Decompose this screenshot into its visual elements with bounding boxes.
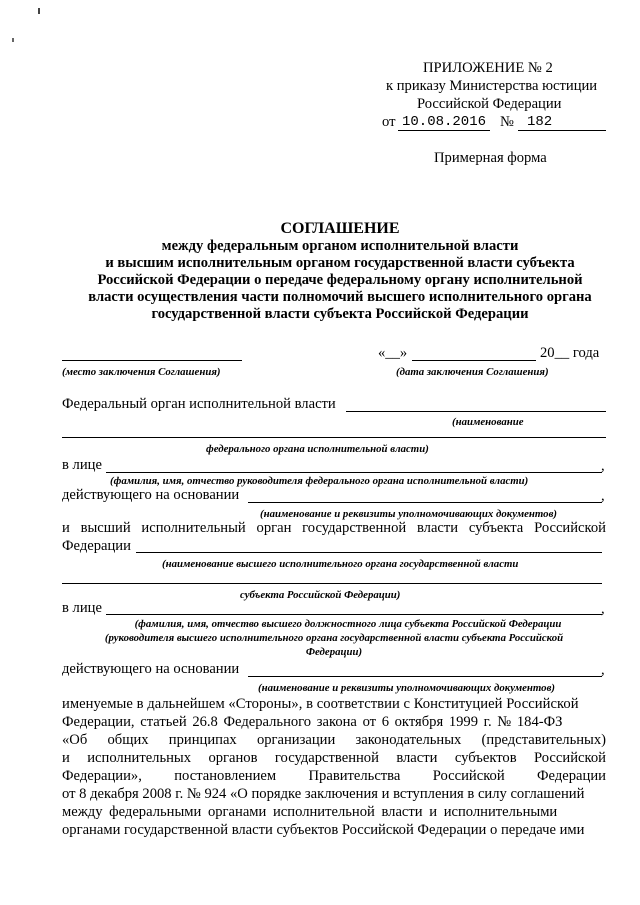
scan-mark [12, 38, 14, 42]
regional-body-hint: (наименование высшего исполнительного органа государственной власти [162, 558, 519, 570]
basis-field[interactable] [248, 502, 602, 503]
number-prefix: № [500, 114, 514, 130]
body-line-5 [62, 768, 606, 785]
document-title: СОГЛАШЕНИЕ [280, 220, 400, 237]
word: «Об [62, 732, 88, 748]
date-year: 20__ года [540, 345, 600, 361]
word: субъектов [454, 750, 517, 766]
word: постановлением [174, 768, 277, 784]
body-line-7: между федеральными органами исполнительной власти и исполнительными [62, 804, 558, 820]
word: исполнительный [141, 520, 246, 536]
word: субъекта [468, 520, 524, 536]
body-line-2: Федерации, статьей 26.8 Федерального закона от 6 октября 1999 г. № 184-ФЗ [62, 714, 563, 730]
order-line-1: к приказу Министерства юстиции [386, 78, 598, 94]
word: Федерации [537, 768, 606, 784]
place-field[interactable] [62, 360, 242, 361]
date-month-field[interactable] [412, 360, 536, 361]
title-line-4: власти осуществления части полномочий высшего исполнительного органа [88, 289, 592, 305]
word: орган [256, 520, 292, 536]
order-line-2: Российской Федерации [417, 96, 562, 112]
date-hint: (дата заключения Соглашения) [396, 366, 549, 378]
body-line-6: от 8 декабря 2008 г. № 924 «О порядке заключения и вступления в силу соглашений [62, 786, 585, 802]
form-label: Примерная форма [434, 150, 547, 166]
word: и [62, 520, 70, 536]
federal-body-field-2[interactable] [62, 437, 606, 438]
body-line-8: органами государственной власти субъектов Российской Федерации о передаче ими [62, 822, 585, 838]
person2-label: в лице [62, 600, 102, 616]
word: общих [107, 732, 149, 748]
appendix-heading: ПРИЛОЖЕНИЕ № 2 [423, 60, 553, 76]
regional-body-hint-2: субъекта Российской Федерации) [240, 589, 401, 601]
title-line-5: государственной власти субъекта Российской Федерации [151, 306, 529, 322]
word: (представительных) [481, 732, 606, 748]
basis2-comma: , [601, 662, 605, 678]
word: Правительства [308, 768, 401, 784]
federal-body-label: Федеральный орган исполнительной власти [62, 396, 336, 412]
order-date-row [382, 114, 395, 131]
person-label: в лице [62, 457, 102, 473]
place-hint: (место заключения Соглашения) [62, 366, 221, 378]
body-line-1: именуемые в дальнейшем «Стороны», в соответствии с Конституцией Российской [62, 696, 579, 712]
word: Российской [534, 520, 606, 536]
person2-hint-1: (фамилия, имя, отчество высшего должностного лица субъекта Российской Федерации [134, 618, 562, 630]
body-line-4 [62, 750, 606, 767]
person2-field[interactable] [106, 614, 602, 615]
title-line-3: Российской Федерации о передаче федеральному органу исполнительной [97, 272, 583, 288]
person-hint: (фамилия, имя, отчество руководителя федерального органа исполнительной власти) [110, 475, 529, 487]
word: законодательных [355, 732, 462, 748]
order-date: 10.08.2016 [402, 114, 487, 130]
title-line-1: между федеральным органом исполнительной власти [161, 238, 519, 254]
regional-body-line [62, 520, 606, 537]
federal-body-hint: (наименование [452, 416, 524, 428]
basis2-label: действующего на основании [62, 661, 240, 677]
word: высший [80, 520, 131, 536]
basis-hint: (наименование и реквизиты уполномочивающих документов) [260, 508, 557, 520]
person-comma: , [601, 458, 605, 474]
word: власти [396, 750, 438, 766]
person2-hint-3: Федерации) [305, 646, 363, 658]
federal-body-field[interactable] [346, 411, 606, 412]
word: государственной [302, 520, 407, 536]
word: органов [208, 750, 258, 766]
title-line-2: и высшим исполнительным органом государственной власти субъекта [105, 255, 575, 271]
word: государственной [274, 750, 379, 766]
date-day-field[interactable]: «__» [378, 345, 408, 361]
word: и [62, 750, 70, 766]
federal-body-hint-2: федерального органа исполнительной власти) [206, 443, 429, 455]
word: Российской [534, 750, 606, 766]
basis-comma: , [601, 488, 605, 504]
basis2-hint: (наименование и реквизиты уполномочивающих документов) [258, 682, 555, 694]
regional-body-field[interactable] [136, 552, 602, 553]
date-prefix: от [382, 114, 396, 130]
word: организации [256, 732, 336, 748]
word: исполнительных [87, 750, 192, 766]
person2-comma: , [601, 601, 605, 617]
regional-body-label: Федерации [62, 538, 131, 554]
regional-body-field-2[interactable] [62, 583, 602, 584]
word: власти [416, 520, 459, 536]
word: Российской [432, 768, 505, 784]
scan-mark [38, 8, 40, 14]
basis2-field[interactable] [248, 676, 602, 677]
word: принципах [168, 732, 237, 748]
basis-label: действующего на основании [62, 487, 240, 503]
word: Федерации», [62, 768, 142, 784]
order-number: 182 [527, 114, 553, 130]
body-line-3 [62, 732, 606, 749]
person2-hint-2: (руководителя высшего исполнительного органа государственной власти субъекта Российской [104, 632, 564, 644]
